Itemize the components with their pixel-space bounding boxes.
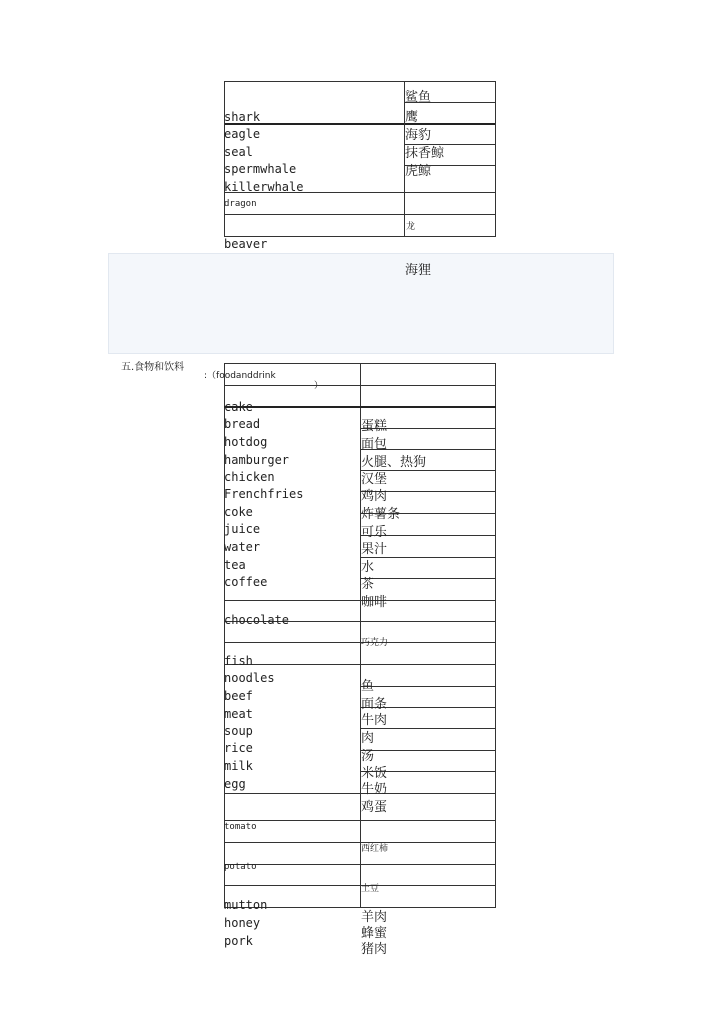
animal-translation: 海豹 — [405, 128, 432, 143]
table2-rule — [360, 470, 496, 471]
animal-translation: 鹰 — [405, 110, 419, 125]
section-subtitle-close: ） — [314, 381, 324, 391]
animal-word: killerwhale — [224, 180, 304, 194]
animal-word: eagle — [224, 127, 261, 141]
animal-translation: 海狸 — [405, 263, 432, 278]
animal-word: seal — [224, 145, 253, 159]
food-translation: 炸薯条 — [361, 507, 401, 522]
animal-translation: 虎鲸 — [405, 164, 432, 179]
food-translation: 羊肉 — [361, 910, 388, 925]
food-word: hamburger — [224, 453, 290, 467]
food-word: tea — [224, 558, 246, 572]
table1-rule — [404, 144, 496, 145]
table1-rule — [224, 81, 496, 82]
table1-rule — [224, 123, 496, 125]
table2-rule — [224, 820, 496, 821]
food-word: water — [224, 540, 261, 554]
food-translation: 咖啡 — [361, 595, 388, 610]
table2-rule — [224, 642, 496, 643]
food-translation: 蜂蜜 — [361, 926, 388, 941]
food-word: bread — [224, 417, 261, 431]
animal-translation: 鲨鱼 — [405, 90, 432, 105]
table2-rule — [360, 686, 496, 687]
food-translation: 果汁 — [361, 542, 388, 557]
food-translation: 蛋糕 — [361, 419, 388, 434]
food-translation: 土豆 — [361, 884, 380, 894]
table2-rule — [224, 842, 496, 843]
food-word: pork — [224, 934, 253, 948]
animal-word: beaver — [224, 237, 268, 251]
food-word: coke — [224, 505, 253, 519]
food-translation: 米饭 — [361, 766, 388, 781]
table2-rule — [360, 578, 496, 579]
food-translation: 茶 — [361, 577, 375, 592]
food-word: coffee — [224, 575, 268, 589]
food-translation: 巧克力 — [361, 638, 389, 648]
food-word: fish — [224, 654, 253, 668]
food-word: juice — [224, 522, 261, 536]
food-word: milk — [224, 759, 253, 773]
table2-rule — [224, 793, 496, 794]
food-translation: 可乐 — [361, 525, 388, 540]
food-word: chicken — [224, 470, 275, 484]
table2-rule — [224, 864, 496, 865]
table2-rule — [360, 557, 496, 558]
animal-word: dragon — [224, 199, 257, 209]
food-word: Frenchfries — [224, 487, 304, 501]
food-word: meat — [224, 707, 253, 721]
food-translation: 水 — [361, 560, 375, 575]
section-heading: 五.食物和饮料 — [121, 362, 185, 373]
food-translation: 牛奶 — [361, 782, 388, 797]
food-word: egg — [224, 777, 246, 791]
table1-rule — [495, 81, 496, 236]
table2-rule — [224, 363, 496, 364]
food-translation: 鸡肉 — [361, 489, 388, 504]
food-translation: 汤 — [361, 749, 375, 764]
food-word: chocolate — [224, 613, 290, 627]
food-word: beef — [224, 689, 253, 703]
food-translation: 面包 — [361, 437, 388, 452]
table2-rule — [224, 600, 496, 601]
food-translation: 面条 — [361, 697, 388, 712]
table2-rule — [360, 750, 496, 751]
food-word: tomato — [224, 822, 257, 832]
table1-rule — [224, 214, 496, 215]
animal-word: spermwhale — [224, 162, 297, 176]
food-translation: 肉 — [361, 731, 375, 746]
food-word: noodles — [224, 671, 275, 685]
food-translation: 猪肉 — [361, 942, 388, 957]
food-word: rice — [224, 741, 253, 755]
table2-rule — [224, 406, 496, 408]
animal-translation: 龙 — [406, 222, 416, 232]
food-translation: 西红柿 — [361, 844, 389, 854]
food-translation: 汉堡 — [361, 472, 388, 487]
food-word: mutton — [224, 898, 268, 912]
food-translation: 火腿、热狗 — [361, 455, 427, 470]
food-translation: 鱼 — [361, 679, 375, 694]
food-translation: 牛肉 — [361, 713, 388, 728]
food-translation: 鸡蛋 — [361, 800, 388, 815]
food-word: potato — [224, 862, 257, 872]
animal-word: shark — [224, 110, 261, 124]
table2-rule — [360, 728, 496, 729]
section-subtitle: :（foodanddrink — [204, 371, 276, 381]
food-word: hotdog — [224, 435, 268, 449]
animal-translation: 抹香鲸 — [405, 146, 445, 161]
table2-rule — [224, 885, 496, 886]
food-word: cake — [224, 400, 253, 414]
food-word: honey — [224, 916, 261, 930]
food-word: soup — [224, 724, 253, 738]
shaded-panel — [108, 253, 614, 354]
table2-rule — [495, 363, 496, 907]
table2-rule — [224, 385, 496, 386]
table2-rule — [224, 664, 496, 665]
